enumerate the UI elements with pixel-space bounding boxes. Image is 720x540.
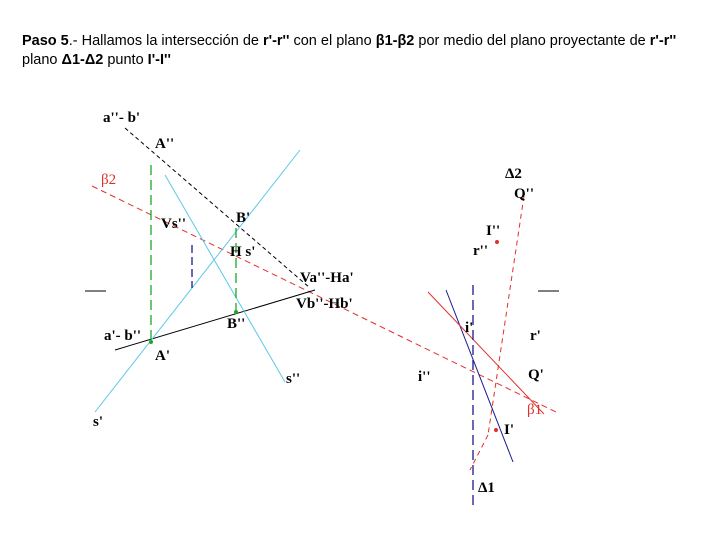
line-i-navy	[446, 290, 513, 462]
label-I2: I''	[486, 223, 501, 239]
label-A1: A'	[155, 348, 170, 364]
heading-plane-beta: β1-β2	[375, 33, 415, 49]
heading-plane-delta: Δ1-Δ2	[61, 52, 104, 68]
label-s1: s'	[93, 414, 104, 430]
label-r1: r'	[530, 328, 541, 344]
point-A1	[149, 340, 153, 344]
label-Delta2: Δ2	[505, 166, 522, 182]
label-beta1: β1	[527, 402, 543, 418]
label-B1: B'	[236, 210, 251, 226]
label-Q1: Q'	[528, 367, 544, 383]
heading-text-1: .- Hallamos la intersección de	[68, 33, 263, 49]
heading-point-i: I'-I''	[147, 52, 171, 68]
heading-text-4: plano	[22, 52, 62, 68]
label-a2-b1: a''- b'	[103, 110, 141, 126]
line-a2-b1	[125, 128, 310, 288]
label-s2: s''	[286, 371, 301, 387]
point-I2	[495, 240, 499, 244]
label-A2: A''	[155, 136, 175, 152]
label-i2: i''	[418, 369, 431, 385]
heading-text-2: con el plano	[289, 33, 376, 49]
line-s2	[165, 175, 285, 382]
line-s1	[95, 150, 300, 412]
heading-text-5: punto	[103, 52, 148, 68]
label-Vb2-Hb1: Vb''-Hb'	[296, 296, 353, 312]
heading-text-3: por medio del plano proyectante de	[414, 33, 650, 49]
heading-line-r-2: r'-r''	[649, 33, 677, 49]
label-a1-b2: a'- b''	[104, 328, 142, 344]
label-Q2: Q''	[514, 186, 535, 202]
label-Delta1: Δ1	[478, 480, 495, 496]
label-B2: B''	[227, 316, 246, 332]
point-B2	[234, 310, 238, 314]
label-Va2-Ha1: Va''-Ha'	[300, 270, 354, 286]
label-i1: i'	[465, 320, 474, 336]
line-a1-b2	[115, 290, 315, 350]
step-number: Paso 5	[22, 33, 69, 49]
heading-line-r: r'-r''	[262, 33, 290, 49]
point-I1	[494, 428, 498, 432]
label-beta2: β2	[101, 172, 117, 188]
label-Hs1: H s'	[230, 244, 256, 260]
label-Vs2: Vs''	[161, 216, 187, 232]
line-r-red	[428, 292, 544, 414]
label-r2: r''	[473, 243, 488, 259]
label-I1: I'	[504, 422, 515, 438]
